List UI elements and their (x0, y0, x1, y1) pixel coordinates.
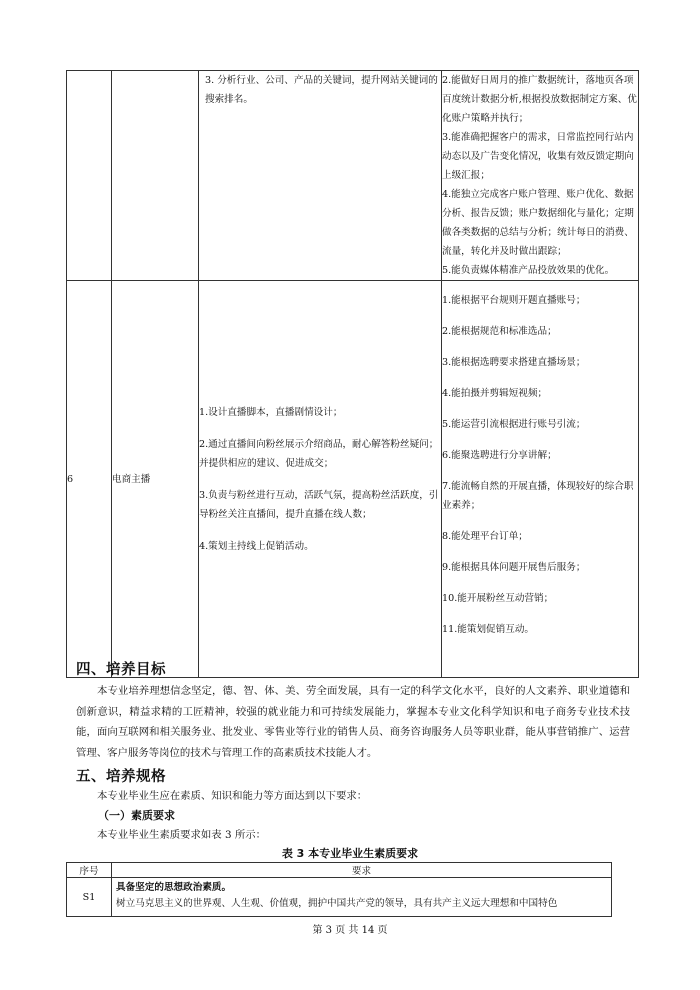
quality-intro: 本专业毕业生素质要求如表 3 所示： (97, 829, 267, 841)
capability-item: 5.能运营引流根据进行账号引流； (442, 419, 586, 430)
section-heading-objectives: 四、培养目标 (76, 662, 166, 678)
table-row-6 (67, 281, 639, 678)
capability-item: 9.能根据具体问题开展售后服务； (442, 562, 586, 573)
position-cell: 电商主播 (112, 281, 199, 678)
row-number-cell: 6 (67, 281, 112, 678)
objectives-paragraph: 本专业培养理想信念坚定，德、智、体、美、劳全面发展，具有一定的科学文化水平，良好的人文素养、职业道德和创新意识，精益求精的工匠精神，较强的就业能力和可持续发展能力，掌握本专业文化科学知识和电子商务专业技术技能，面向互联网和相关服务业、批发业、零售业等行业的销售人员、商务咨询服务人员等职业群，能从事营销推广、运营管理、客户服务等岗位的技术与管理工作的高素质技术技能人才。 (76, 685, 630, 759)
position-cell (112, 71, 199, 281)
specifications-intro: 本专业毕业生应在素质、知识和能力等方面达到以下要求： (97, 790, 368, 802)
task-item: 3. 分析行业、公司、产品的关键词，提升网站关键词的搜索排名。 (205, 75, 438, 105)
row-number-cell (67, 71, 112, 281)
capability-item: 4.能拍摄并剪辑短视频； (442, 388, 548, 399)
tasks-cell (199, 71, 442, 281)
capability-item: 1.能根据平台规则开题直播账号； (442, 295, 586, 306)
capability-item: 6.能聚选聘进行分享讲解； (442, 450, 557, 461)
task-item: 2.通过直播间向粉丝展示介绍商品，耐心解答粉丝疑问；并提供相应的建议、促进成交； (199, 438, 439, 469)
capability-item: 5.能负责媒体精准产品投放效果的优化。 (442, 265, 615, 276)
table-row (67, 878, 612, 917)
requirement-cell (112, 878, 612, 917)
capability-item: 3.能准确把握客户的需求，日常监控同行站内动态以及广告变化情况，收集有效反馈定期向上级汇报； (442, 132, 634, 181)
requirement-id: S1 (67, 878, 112, 917)
quality-requirements-table (66, 862, 612, 917)
tasks-cell (199, 281, 442, 678)
occupation-table (66, 70, 639, 678)
requirement-text: 树立马克思主义的世界观、人生观、价值观，拥护中国共产党的领导，具有共产主义远大理想和中国特色 (116, 898, 558, 909)
section-heading-specifications: 五、培养规格 (76, 769, 166, 785)
capabilities-cell (442, 71, 639, 281)
capability-item: 11.能策划促销互动。 (442, 624, 535, 635)
task-item: 1.设计直播脚本，直播剧情设计； (199, 406, 343, 418)
table-header-row (67, 863, 612, 878)
capability-item: 2.能根据规范和标准选品； (442, 326, 557, 337)
subsection-heading-quality: （一）素质要求 (98, 809, 175, 822)
capability-item: 8.能处理平台订单； (442, 531, 528, 542)
capability-item: 4.能独立完成客户账户管理、账户优化、数据分析、报告反馈；账户数据细化与量化；定期做各类数据的总结与分析；统计每日的消费、流量，转化并及时做出跟踪； (442, 189, 634, 257)
task-item: 4.策划主持线上促销活动。 (199, 540, 314, 552)
table-caption: 表 3 本专业毕业生素质要求 (281, 847, 419, 860)
capability-item: 3.能根据选聘要求搭建直播场景； (442, 357, 586, 368)
header-num: 序号 (67, 863, 112, 878)
task-item: 3.负责与粉丝进行互动，活跃气氛，提高粉丝活跃度，引导粉丝关注直播间，提升直播在线人数； (199, 489, 439, 520)
capability-item: 7.能流畅自然的开展直播，体现较好的综合职业素养； (442, 481, 634, 511)
capability-item: 10.能开展粉丝互动营销； (442, 593, 554, 604)
header-req: 要求 (112, 863, 612, 878)
capabilities-cell (442, 281, 639, 678)
table-row-prev (67, 71, 639, 281)
page-footer: 第 3 页 共 14 页 (312, 925, 388, 936)
requirement-title: 具备坚定的思想政治素质。 (116, 882, 232, 893)
capability-item: 2.能做好日周月的推广数据统计，落地页各项百度统计数据分析,根据投放数据制定方案、优化账户策略并执行； (442, 75, 637, 124)
